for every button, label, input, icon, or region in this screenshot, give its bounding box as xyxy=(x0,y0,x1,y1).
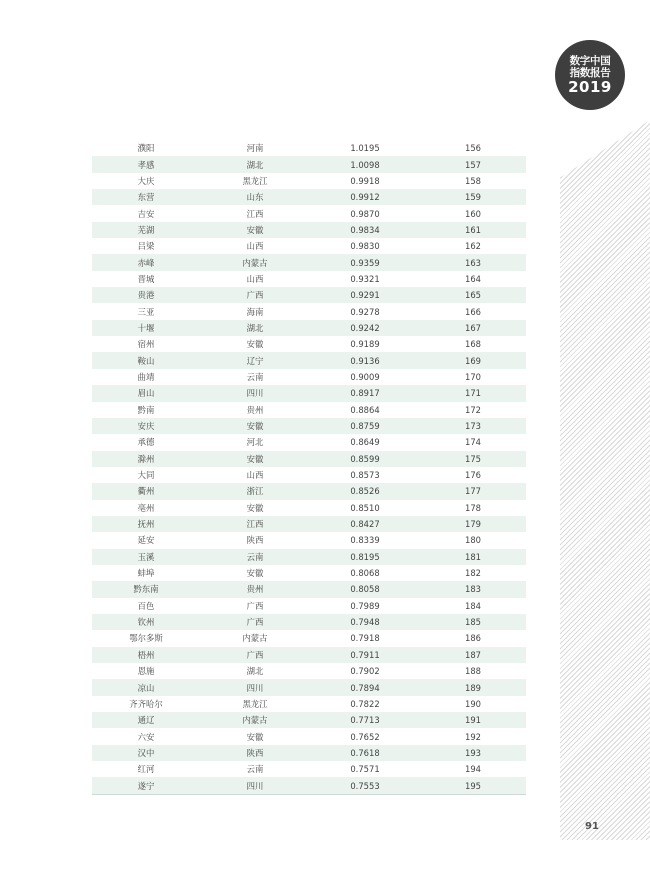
table-row xyxy=(92,254,526,270)
city-cell: 赤峰 xyxy=(137,257,155,268)
province-cell: 河南 xyxy=(246,143,264,154)
index-cell: 0.8068 xyxy=(350,568,380,579)
rank-cell: 187 xyxy=(465,649,481,660)
city-cell: 孝感 xyxy=(137,159,155,170)
province-cell: 安徽 xyxy=(246,224,264,235)
index-cell: 0.9278 xyxy=(350,306,380,317)
rank-cell: 162 xyxy=(465,241,481,252)
province-cell: 四川 xyxy=(246,780,264,791)
index-cell: 0.9291 xyxy=(350,290,380,301)
index-cell: 0.9830 xyxy=(350,241,380,252)
index-cell: 0.9242 xyxy=(350,322,380,333)
province-cell: 安徽 xyxy=(246,339,264,350)
city-cell: 梧州 xyxy=(137,649,155,660)
index-cell: 0.7553 xyxy=(350,780,380,791)
city-ranking-table xyxy=(92,140,526,795)
city-cell: 宿州 xyxy=(137,339,155,350)
table-row xyxy=(92,418,526,434)
table-row xyxy=(92,402,526,418)
province-cell: 黑龙江 xyxy=(242,698,268,709)
province-cell: 湖北 xyxy=(246,666,264,677)
badge-line-2: 指数报告 xyxy=(569,67,611,79)
province-cell: 内蒙古 xyxy=(242,257,268,268)
table-row xyxy=(92,238,526,254)
province-cell: 安徽 xyxy=(246,731,264,742)
province-cell: 湖北 xyxy=(246,322,264,333)
rank-cell: 186 xyxy=(465,633,481,644)
province-cell: 山西 xyxy=(246,241,264,252)
table-row xyxy=(92,140,526,156)
province-cell: 黑龙江 xyxy=(242,175,268,186)
city-cell: 恩施 xyxy=(137,666,155,677)
city-cell: 吉安 xyxy=(137,208,155,219)
province-cell: 广西 xyxy=(246,617,264,628)
index-cell: 0.8649 xyxy=(350,437,380,448)
city-cell: 遂宁 xyxy=(137,780,155,791)
index-cell: 0.8339 xyxy=(350,535,380,546)
index-cell: 0.9834 xyxy=(350,224,380,235)
index-cell: 0.8573 xyxy=(350,470,380,481)
page-number: 91 xyxy=(585,821,599,832)
rank-cell: 158 xyxy=(465,175,481,186)
index-cell: 0.9359 xyxy=(350,257,380,268)
index-cell: 1.0195 xyxy=(350,143,380,154)
rank-cell: 156 xyxy=(465,143,481,154)
rank-cell: 167 xyxy=(465,322,481,333)
province-cell: 陕西 xyxy=(246,535,264,546)
table-row xyxy=(92,320,526,336)
rank-cell: 166 xyxy=(465,306,481,317)
province-cell: 广西 xyxy=(246,290,264,301)
index-cell: 0.7902 xyxy=(350,666,380,677)
table-row xyxy=(92,532,526,548)
index-cell: 0.8058 xyxy=(350,584,380,595)
index-cell: 0.8427 xyxy=(350,519,380,530)
table-row xyxy=(92,369,526,385)
table-row xyxy=(92,271,526,287)
city-cell: 齐齐哈尔 xyxy=(129,698,163,709)
table-row xyxy=(92,287,526,303)
city-cell: 眉山 xyxy=(137,388,155,399)
city-cell: 三亚 xyxy=(137,306,155,317)
table-row xyxy=(92,663,526,679)
index-cell: 0.8510 xyxy=(350,502,380,513)
index-cell: 1.0098 xyxy=(350,159,380,170)
index-cell: 0.7989 xyxy=(350,600,380,611)
province-cell: 广西 xyxy=(246,649,264,660)
index-cell: 0.9912 xyxy=(350,192,380,203)
rank-cell: 177 xyxy=(465,486,481,497)
province-cell: 四川 xyxy=(246,388,264,399)
table-row xyxy=(92,467,526,483)
city-cell: 吕梁 xyxy=(137,241,155,252)
city-cell: 通辽 xyxy=(137,715,155,726)
badge-year: 2019 xyxy=(568,77,612,96)
index-cell: 0.8917 xyxy=(350,388,380,399)
index-cell: 0.7918 xyxy=(350,633,380,644)
index-cell: 0.8526 xyxy=(350,486,380,497)
table-row xyxy=(92,696,526,712)
rank-cell: 185 xyxy=(465,617,481,628)
table-row xyxy=(92,565,526,581)
report-logo-badge xyxy=(555,40,625,110)
table-row xyxy=(92,189,526,205)
rank-cell: 165 xyxy=(465,290,481,301)
decorative-hatch-band xyxy=(560,120,650,840)
province-cell: 内蒙古 xyxy=(242,633,268,644)
city-cell: 黔东南 xyxy=(133,584,159,595)
table-row xyxy=(92,630,526,646)
table-row xyxy=(92,352,526,368)
province-cell: 安徽 xyxy=(246,421,264,432)
table-row xyxy=(92,598,526,614)
index-cell: 0.8195 xyxy=(350,551,380,562)
table-row xyxy=(92,777,526,793)
rank-cell: 164 xyxy=(465,273,481,284)
table-row xyxy=(92,647,526,663)
rank-cell: 192 xyxy=(465,731,481,742)
city-cell: 大同 xyxy=(137,470,155,481)
rank-cell: 193 xyxy=(465,747,481,758)
city-cell: 滁州 xyxy=(137,453,155,464)
city-cell: 十堰 xyxy=(137,322,155,333)
rank-cell: 168 xyxy=(465,339,481,350)
city-cell: 凉山 xyxy=(137,682,155,693)
province-cell: 辽宁 xyxy=(246,355,264,366)
city-cell: 安庆 xyxy=(137,421,155,432)
rank-cell: 173 xyxy=(465,421,481,432)
table-row xyxy=(92,745,526,761)
province-cell: 贵州 xyxy=(246,404,264,415)
table-row xyxy=(92,303,526,319)
index-cell: 0.7822 xyxy=(350,698,380,709)
table-row xyxy=(92,728,526,744)
rank-cell: 195 xyxy=(465,780,481,791)
city-cell: 濮阳 xyxy=(137,143,155,154)
rank-cell: 178 xyxy=(465,502,481,513)
province-cell: 山西 xyxy=(246,470,264,481)
rank-cell: 190 xyxy=(465,698,481,709)
index-cell: 0.7911 xyxy=(350,649,380,660)
city-cell: 延安 xyxy=(137,535,155,546)
table-row xyxy=(92,385,526,401)
index-cell: 0.9321 xyxy=(350,273,380,284)
rank-cell: 191 xyxy=(465,715,481,726)
city-cell: 衢州 xyxy=(137,486,155,497)
city-cell: 蚌埠 xyxy=(137,568,155,579)
city-cell: 红河 xyxy=(137,764,155,775)
index-cell: 0.7713 xyxy=(350,715,380,726)
province-cell: 贵州 xyxy=(246,584,264,595)
rank-cell: 172 xyxy=(465,404,481,415)
rank-cell: 179 xyxy=(465,519,481,530)
city-cell: 亳州 xyxy=(137,502,155,513)
province-cell: 江西 xyxy=(246,519,264,530)
table-row xyxy=(92,483,526,499)
province-cell: 湖北 xyxy=(246,159,264,170)
city-cell: 玉溪 xyxy=(137,551,155,562)
table-row xyxy=(92,434,526,450)
rank-cell: 161 xyxy=(465,224,481,235)
city-cell: 鞍山 xyxy=(137,355,155,366)
index-cell: 0.9870 xyxy=(350,208,380,219)
table-row xyxy=(92,679,526,695)
rank-cell: 194 xyxy=(465,764,481,775)
province-cell: 云南 xyxy=(246,764,264,775)
province-cell: 云南 xyxy=(246,371,264,382)
table-row xyxy=(92,581,526,597)
rank-cell: 176 xyxy=(465,470,481,481)
rank-cell: 188 xyxy=(465,666,481,677)
table-row xyxy=(92,205,526,221)
index-cell: 0.7948 xyxy=(350,617,380,628)
table-row xyxy=(92,336,526,352)
index-cell: 0.8759 xyxy=(350,421,380,432)
rank-cell: 181 xyxy=(465,551,481,562)
city-cell: 承德 xyxy=(137,437,155,448)
table-row xyxy=(92,156,526,172)
province-cell: 四川 xyxy=(246,682,264,693)
province-cell: 安徽 xyxy=(246,502,264,513)
city-cell: 鄂尔多斯 xyxy=(129,633,163,644)
index-cell: 0.7571 xyxy=(350,764,380,775)
table-row xyxy=(92,516,526,532)
index-cell: 0.8599 xyxy=(350,453,380,464)
city-cell: 抚州 xyxy=(137,519,155,530)
city-cell: 曲靖 xyxy=(137,371,155,382)
city-cell: 大庆 xyxy=(137,175,155,186)
province-cell: 陕西 xyxy=(246,747,264,758)
index-cell: 0.7652 xyxy=(350,731,380,742)
province-cell: 云南 xyxy=(246,551,264,562)
rank-cell: 180 xyxy=(465,535,481,546)
rank-cell: 189 xyxy=(465,682,481,693)
rank-cell: 171 xyxy=(465,388,481,399)
city-cell: 芜湖 xyxy=(137,224,155,235)
rank-cell: 169 xyxy=(465,355,481,366)
rank-cell: 182 xyxy=(465,568,481,579)
rank-cell: 157 xyxy=(465,159,481,170)
city-cell: 晋城 xyxy=(137,273,155,284)
table-row xyxy=(92,549,526,565)
table-row xyxy=(92,712,526,728)
rank-cell: 183 xyxy=(465,584,481,595)
province-cell: 浙江 xyxy=(246,486,264,497)
province-cell: 海南 xyxy=(246,306,264,317)
city-cell: 贵港 xyxy=(137,290,155,301)
index-cell: 0.7618 xyxy=(350,747,380,758)
rank-cell: 184 xyxy=(465,600,481,611)
badge-line-1: 数字中国 xyxy=(569,54,611,67)
rank-cell: 170 xyxy=(465,371,481,382)
province-cell: 河北 xyxy=(246,437,264,448)
city-cell: 钦州 xyxy=(137,617,155,628)
province-cell: 江西 xyxy=(246,208,264,219)
city-cell: 黔南 xyxy=(137,404,155,415)
province-cell: 安徽 xyxy=(246,453,264,464)
province-cell: 山西 xyxy=(246,273,264,284)
rank-cell: 174 xyxy=(465,437,481,448)
city-cell: 汉中 xyxy=(137,747,155,758)
table-row xyxy=(92,761,526,777)
rank-cell: 163 xyxy=(465,257,481,268)
city-cell: 东营 xyxy=(137,192,155,203)
rank-cell: 160 xyxy=(465,208,481,219)
index-cell: 0.7894 xyxy=(350,682,380,693)
index-cell: 0.9136 xyxy=(350,355,380,366)
rank-cell: 175 xyxy=(465,453,481,464)
province-cell: 内蒙古 xyxy=(242,715,268,726)
province-cell: 广西 xyxy=(246,600,264,611)
table-row xyxy=(92,451,526,467)
table-row xyxy=(92,614,526,630)
index-cell: 0.9918 xyxy=(350,175,380,186)
index-cell: 0.9009 xyxy=(350,371,380,382)
province-cell: 山东 xyxy=(246,192,264,203)
rank-cell: 159 xyxy=(465,192,481,203)
index-cell: 0.9189 xyxy=(350,339,380,350)
index-cell: 0.8864 xyxy=(350,404,380,415)
table-row xyxy=(92,173,526,189)
city-cell: 六安 xyxy=(137,731,155,742)
province-cell: 安徽 xyxy=(246,568,264,579)
table-row xyxy=(92,222,526,238)
table-row xyxy=(92,500,526,516)
city-cell: 百色 xyxy=(137,600,155,611)
